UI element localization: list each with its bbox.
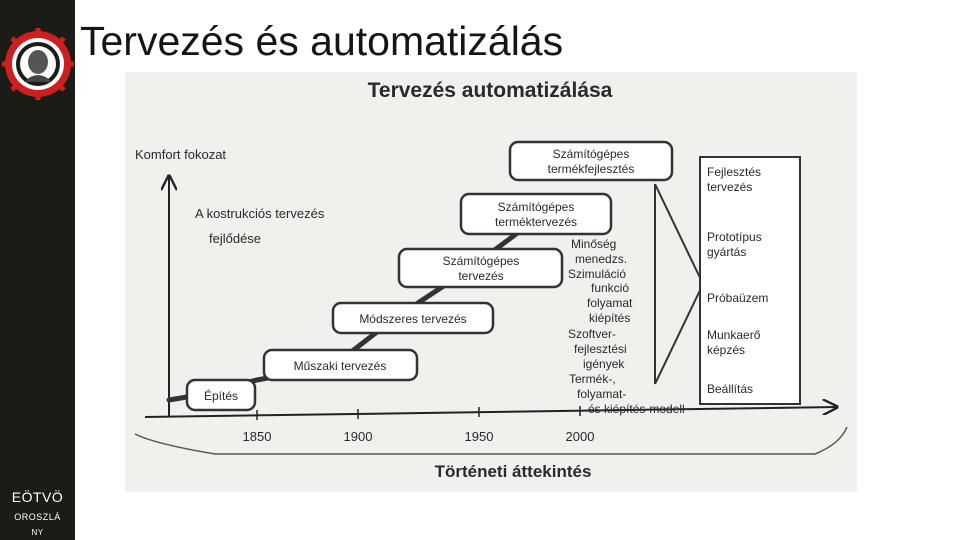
x-tick-label: 2000: [565, 429, 595, 444]
stage-box: [510, 142, 672, 180]
stage-box: [399, 249, 562, 287]
side-note: menedzs.: [575, 252, 628, 266]
trend-label-line2: fejlődése: [209, 231, 262, 246]
x-tick-label: 1950: [464, 429, 494, 444]
diagram-svg: [125, 72, 857, 492]
x-axis-title: Történeti áttekintés: [434, 462, 592, 481]
result-item: Beállítás: [707, 382, 754, 396]
sidebar-text-line2: OROSZLÁ: [14, 512, 61, 522]
result-item: Fejlesztés: [707, 165, 762, 179]
y-axis-label: Komfort fokozat: [135, 147, 227, 162]
stage-box: [187, 380, 255, 410]
result-box: [700, 157, 800, 404]
stage-label: Módszeres tervezés: [359, 312, 467, 326]
side-note: Szoftver-: [568, 327, 617, 341]
stage-label: Építés: [203, 389, 239, 403]
result-item: képzés: [707, 343, 746, 357]
result-item: Próbaüzem: [707, 291, 769, 305]
stage-label: Számítógépes: [442, 254, 520, 268]
trend-label-line1: A kostrukciós tervezés: [195, 206, 325, 221]
sidebar-text-line1: EÖTVÖ: [11, 489, 64, 505]
side-notes: [568, 237, 685, 416]
x-tick-label: 1900: [343, 429, 373, 444]
side-note: folyamat: [587, 296, 633, 310]
stage-label: Műszaki tervezés: [293, 359, 387, 373]
stage-label: tervezés: [458, 269, 504, 283]
stage-label: terméktervezés: [494, 215, 578, 229]
side-note: Minőség: [571, 237, 617, 251]
side-note: kiépítés: [589, 311, 631, 325]
diagram-image: [125, 72, 857, 492]
sidebar-text-line3: NY: [31, 528, 44, 537]
sidebar: [0, 0, 75, 540]
result-item: Munkaerő: [707, 328, 761, 342]
stage-box: [333, 303, 493, 333]
slide-title: Tervezés és automatizálás: [80, 18, 564, 64]
side-note: folyamat-: [577, 387, 627, 401]
side-note: és kiépítés-modell: [588, 402, 685, 416]
stage-label: Számítógépes: [497, 200, 575, 214]
stage-box: [461, 194, 611, 234]
diagram-heading: Tervezés automatizálása: [367, 79, 613, 102]
stage-box: [264, 350, 417, 380]
side-note: fejlesztési: [574, 342, 627, 356]
university-seal-logo: [2, 28, 74, 100]
stage-label: Számítógépes: [552, 147, 630, 161]
side-note: Termék-,: [569, 372, 616, 386]
side-note: funkció: [591, 281, 630, 295]
stage-label: termékfejlesztés: [547, 162, 635, 176]
result-item: tervezés: [707, 180, 753, 194]
result-item: gyártás: [707, 245, 747, 259]
side-note: igények: [583, 357, 625, 371]
result-item: Prototípus: [707, 230, 762, 244]
side-note: Szimuláció: [568, 267, 627, 281]
big-arrow: [655, 184, 703, 384]
x-tick-label: 1850: [242, 429, 272, 444]
